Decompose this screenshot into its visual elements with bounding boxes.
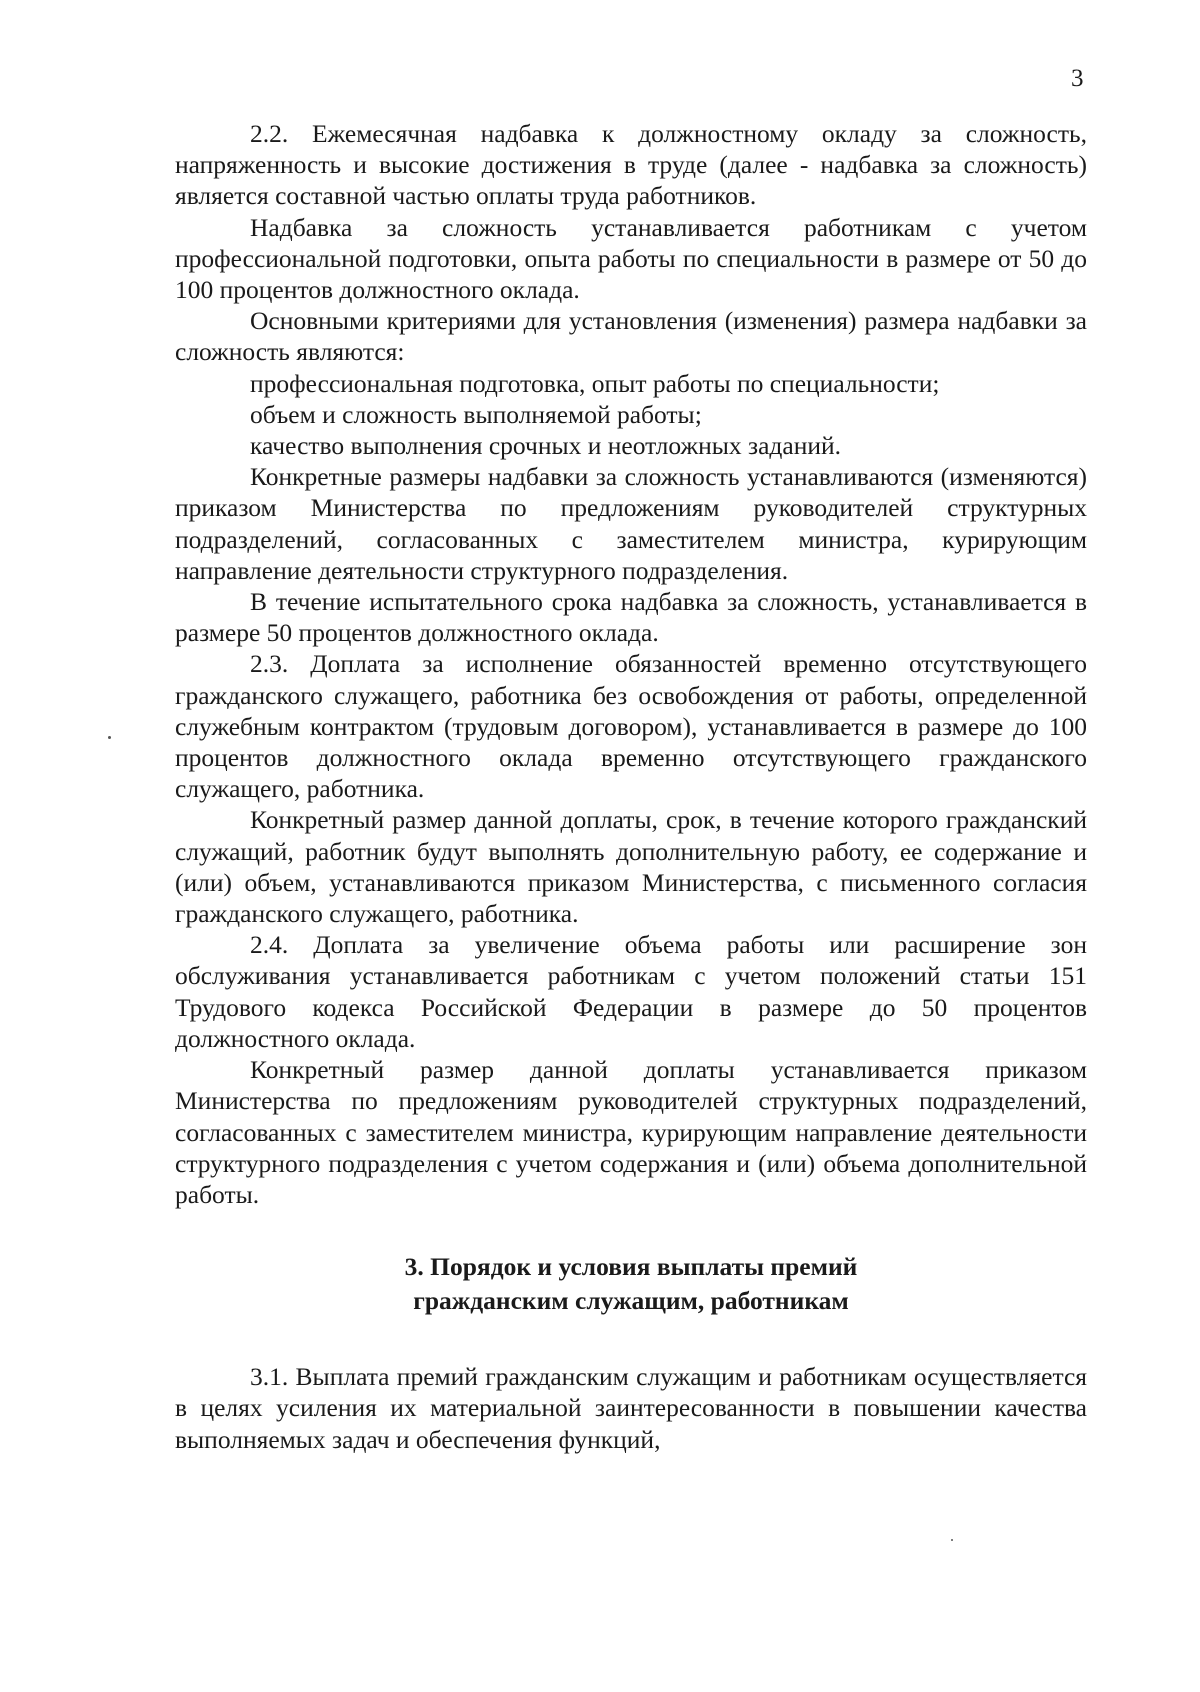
paragraph-2-3-specifics: Конкретный размер данной доплаты, срок, в течение которого гражданский служащий, работник будут выполнять дополнительную работу, ее содержание и (или) объем, устанавливаются приказом Министерства, с письменного согласия гражданского служащего, работника.	[175, 805, 1087, 929]
section-heading-line: 3. Порядок и условия выплаты премий	[404, 1252, 858, 1282]
paragraph-probation: В течение испытательного срока надбавка за сложность, устанавливается в размере 50 процентов должностного оклада.	[175, 587, 1087, 648]
paragraph-2-2: 2.2. Ежемесячная надбавка к должностному окладу за сложность, напряженность и высокие достижения в труде (далее - надбавка за сложность) является составной частью оплаты труда работников.	[175, 119, 1087, 211]
section-3-heading	[175, 1250, 1087, 1318]
criteria-item: объем и сложность выполняемой работы;	[250, 399, 702, 429]
document-body	[175, 118, 1087, 1455]
page-number: 3	[1071, 65, 1084, 92]
criteria-item: профессиональная подготовка, опыт работы по специальности;	[250, 368, 940, 398]
paragraph-criteria-intro: Основными критериями для установления (изменения) размера надбавки за сложность являются:	[175, 306, 1087, 367]
scan-artifact-dot	[951, 1539, 953, 1541]
section-heading-line: гражданским служащим, работникам	[413, 1286, 849, 1316]
paragraph-specific-amounts: Конкретные размеры надбавки за сложность устанавливаются (изменяются) приказом Министерства по предложениям руководителей структурных подразделений, согласованных с заместителем министра, курирующим направление деятельности структурного подразделения.	[175, 462, 1087, 585]
criteria-item: качество выполнения срочных и неотложных заданий.	[250, 431, 842, 461]
paragraph-2-3: 2.3. Доплата за исполнение обязанностей временно отсутствующего гражданского служащего, работника без освобождения от работы, определенной служебным контрактом (трудовым договором), устанавливается в размере до 100 процентов должностного оклада временно отсутствующего гражданского служащего, работника.	[175, 649, 1087, 804]
paragraph-3-1: 3.1. Выплата премий гражданским служащим и работникам осуществляется в целях усиления их материальной заинтересованности в повышении качества выполняемых задач и обеспечения функций,	[175, 1362, 1087, 1454]
paragraph-allowance-range: Надбавка за сложность устанавливается работникам с учетом профессиональной подготовки, опыта работы по специальности в размере от 50 до 100 процентов должностного оклада.	[175, 212, 1087, 305]
paragraph-2-4-specifics: Конкретный размер данной доплаты устанавливается приказом Министерства по предложениям руководителей структурных подразделений, согласованных с заместителем министра, курирующим направление деятельности структурного подразделения с учетом содержания и (или) объема дополнительной работы.	[175, 1055, 1087, 1209]
paragraph-2-4: 2.4. Доплата за увеличение объема работы или расширение зон обслуживания устанавливается работникам с учетом положений статьи 151 Трудового кодекса Российской Федерации в размере до 50 процентов должностного оклада.	[175, 930, 1087, 1053]
scan-artifact-dot	[108, 736, 111, 739]
